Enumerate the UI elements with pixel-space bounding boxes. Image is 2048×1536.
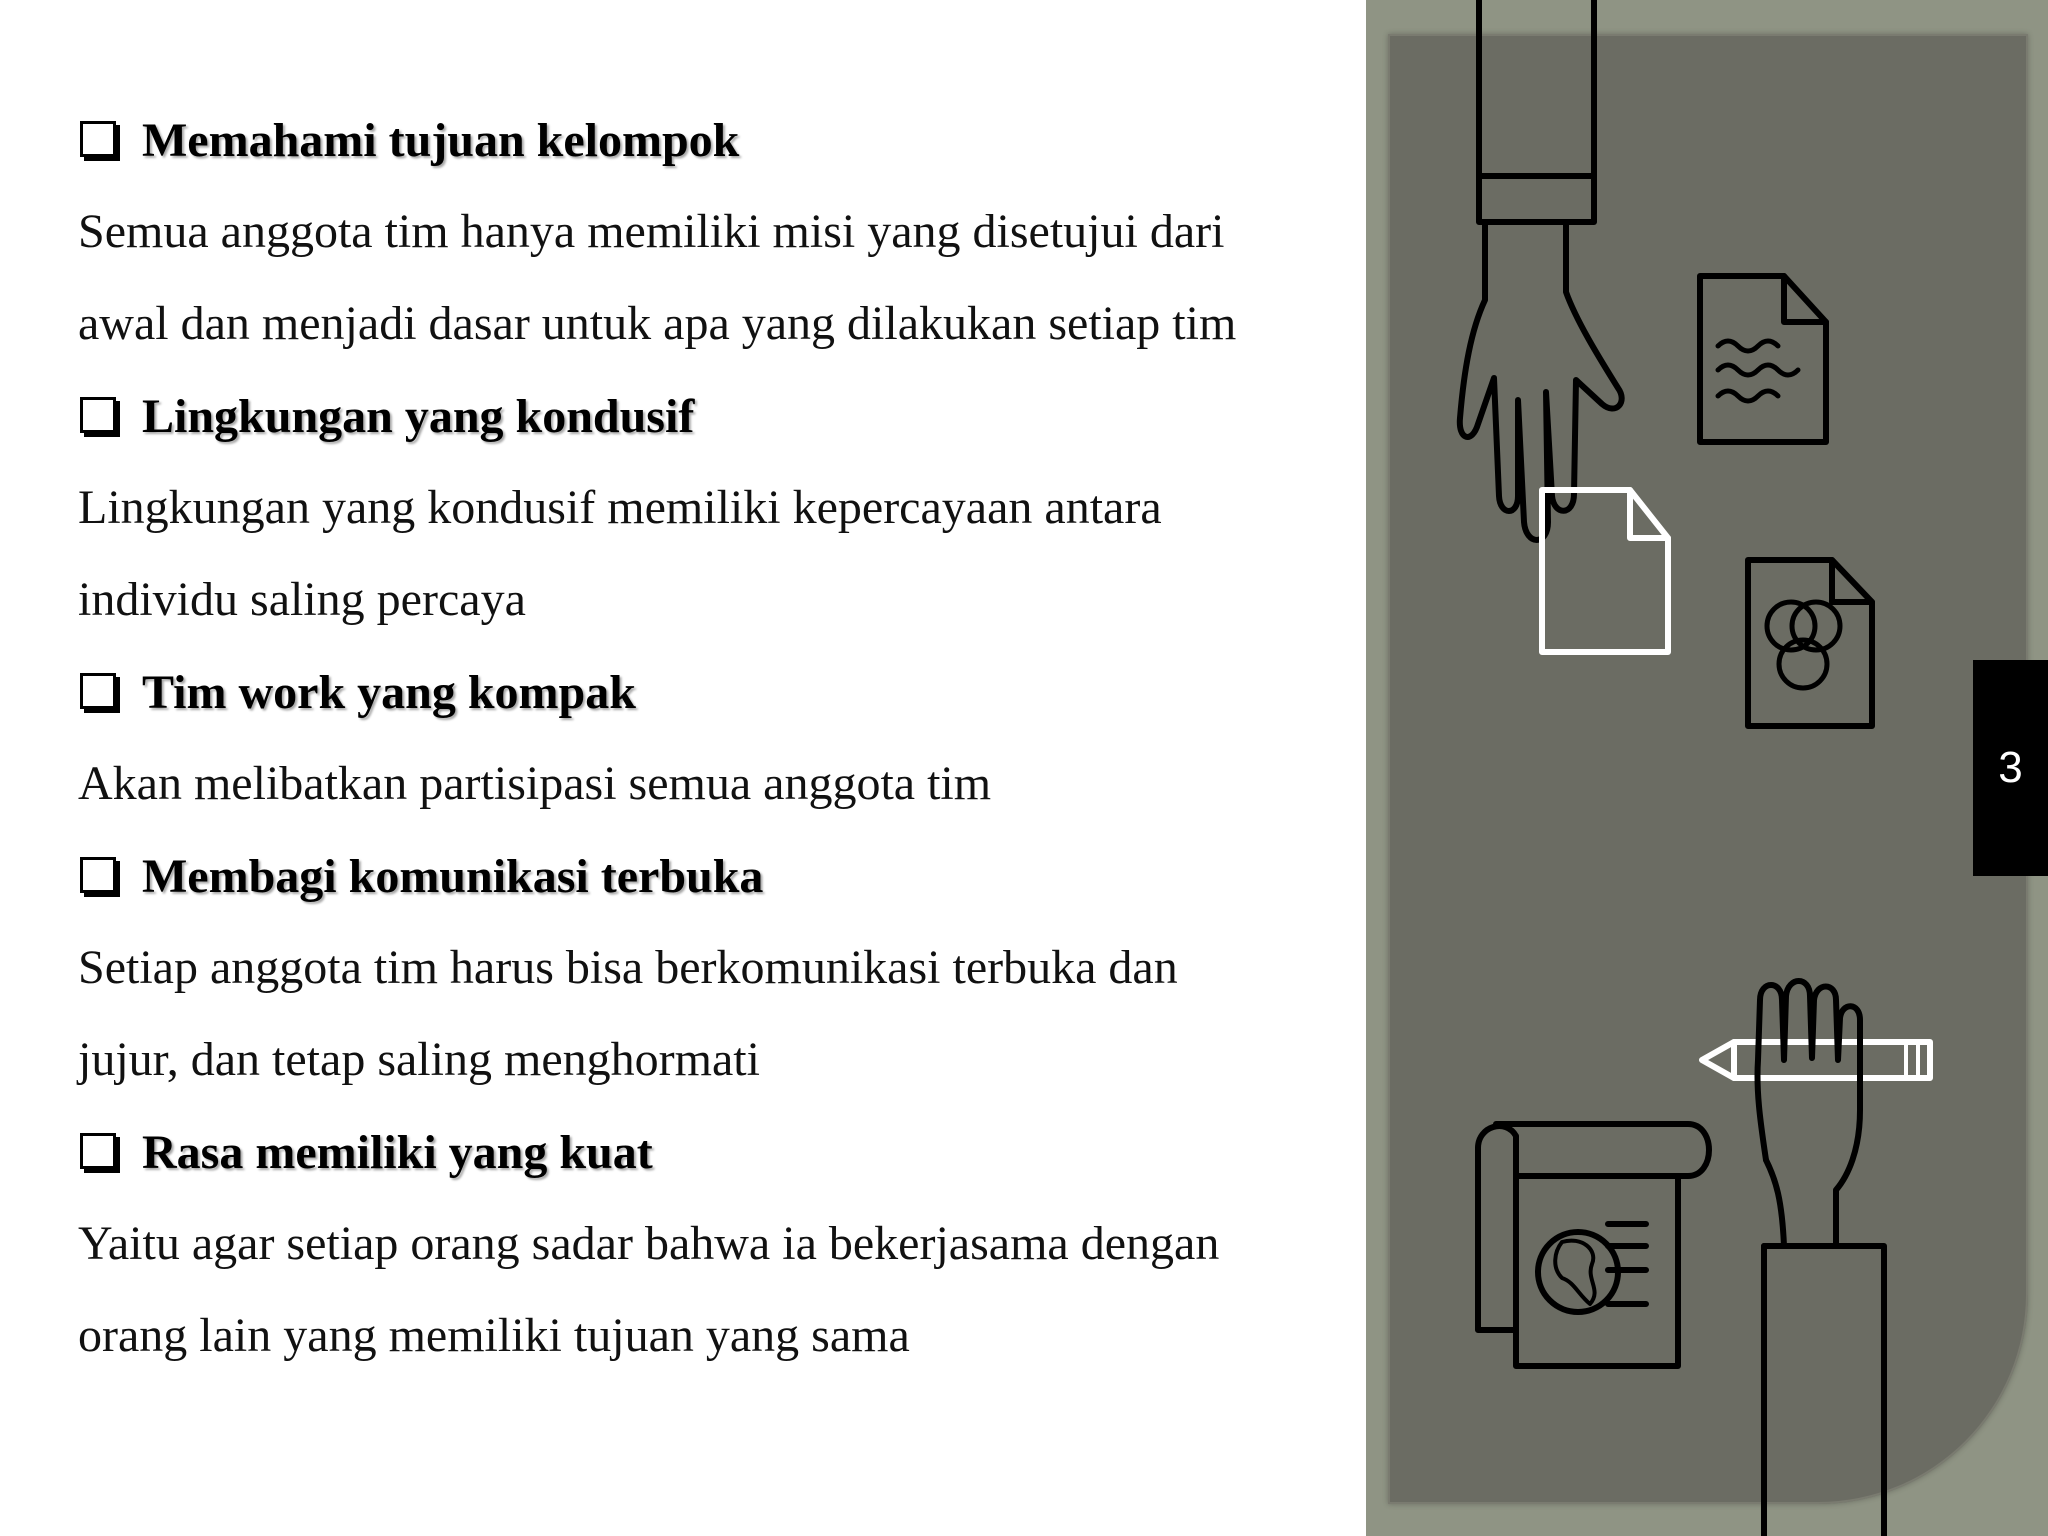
section-body-line: Setiap anggota tim harus bisa berkomunikasi terbuka dan — [78, 941, 1178, 994]
teamwork-illustration — [1366, 0, 2048, 1536]
section-heading-text: Tim work yang kompak — [142, 665, 636, 719]
section-body-line: jujur, dan tetap saling menghormati — [78, 1033, 760, 1086]
venn-document-icon — [1748, 560, 1872, 726]
checkbox-bullet-icon — [78, 671, 120, 713]
section-heading — [78, 94, 1368, 186]
section-heading — [78, 1106, 1368, 1198]
section-heading — [78, 646, 1368, 738]
hand-icon — [1460, 0, 1622, 540]
section-heading-text: Membagi komunikasi terbuka — [142, 849, 764, 903]
section-body-line: Akan melibatkan partisipasi semua anggota tim — [78, 757, 992, 810]
section-heading — [78, 370, 1368, 462]
page-number-tab — [1973, 660, 2048, 876]
section-heading-text: Memahami tujuan kelompok — [142, 113, 740, 167]
section-body-line: orang lain yang memiliki tujuan yang sama — [78, 1309, 910, 1362]
section-body-line: Yaitu agar setiap orang sadar bahwa ia bekerjasama dengan — [78, 1217, 1220, 1270]
section-heading-text: Rasa memiliki yang kuat — [142, 1125, 653, 1179]
blank-document-icon — [1542, 490, 1668, 652]
section-body-line: awal dan menjadi dasar untuk apa yang dilakukan setiap tim — [78, 297, 1237, 350]
checkbox-bullet-icon — [78, 119, 120, 161]
document-icon — [1700, 276, 1826, 442]
checkbox-bullet-icon — [78, 855, 120, 897]
page-number: 3 — [1998, 743, 2023, 792]
section-body-line: Lingkungan yang kondusif memiliki kepercayaan antara — [78, 481, 1162, 534]
checkbox-bullet-icon — [78, 395, 120, 437]
pencil-icon — [1702, 1042, 1930, 1078]
section-heading-text: Lingkungan yang kondusif — [142, 389, 695, 443]
section-body-line: Semua anggota tim hanya memiliki misi yang disetujui dari — [78, 205, 1225, 258]
world-map-scroll-icon — [1478, 1124, 1709, 1366]
hand-holding-pencil-icon — [1757, 981, 1884, 1536]
section-body-line: individu saling percaya — [78, 573, 526, 626]
checkbox-bullet-icon — [78, 1131, 120, 1173]
slide-content — [78, 94, 1368, 1382]
section-heading — [78, 830, 1368, 922]
